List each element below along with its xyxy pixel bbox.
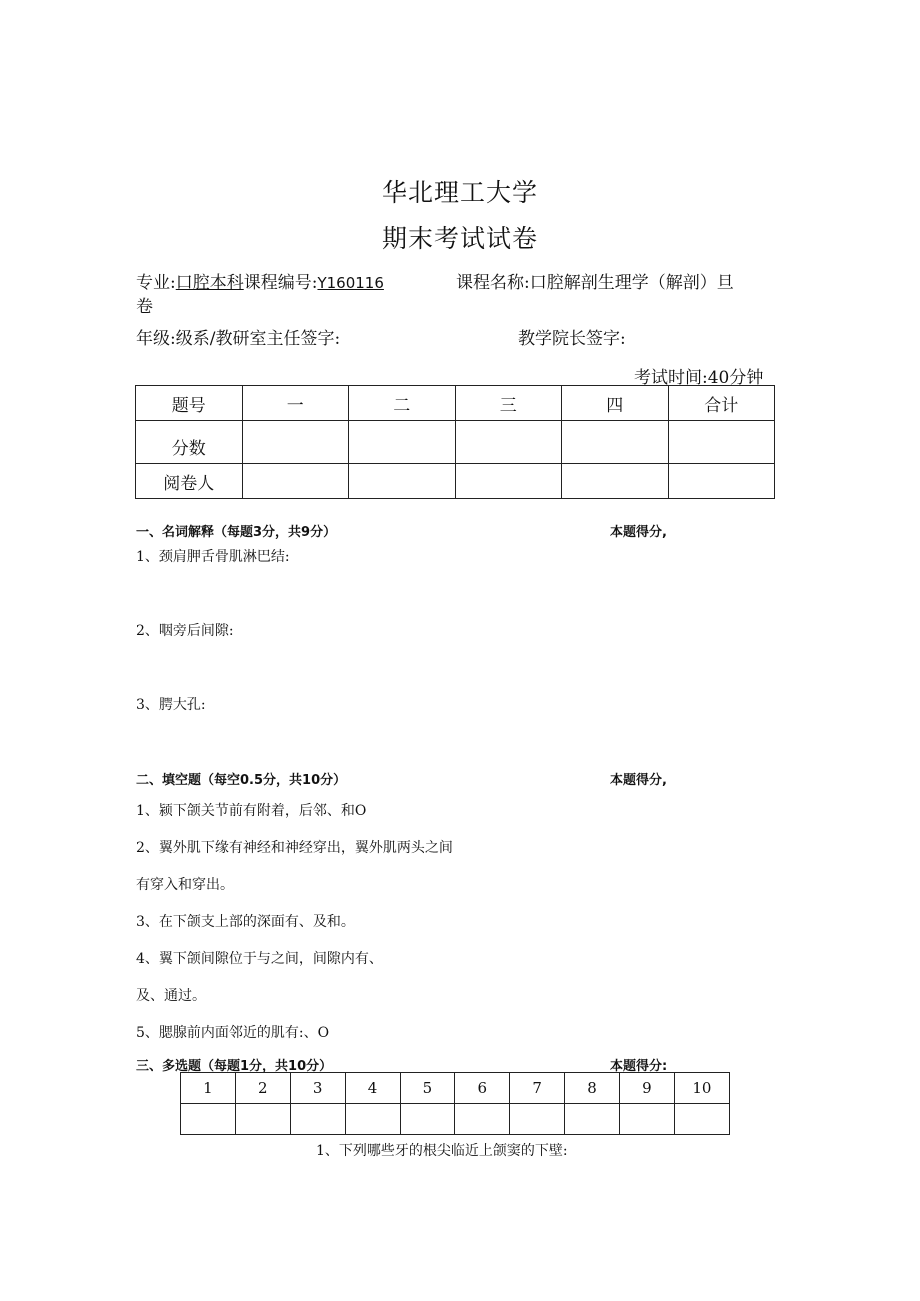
answer-cell[interactable] (674, 1104, 729, 1135)
answer-number: 10 (674, 1073, 729, 1104)
answer-number: 6 (455, 1073, 510, 1104)
answer-cell[interactable] (510, 1104, 565, 1135)
answer-row (181, 1104, 730, 1135)
row-label: 分数 (136, 421, 243, 464)
section2-line: 及、通过。 (136, 988, 206, 1004)
grader-cell[interactable] (349, 464, 456, 499)
section2-line: 3、在下颌支上部的深面有、及和。 (136, 914, 355, 930)
answer-cell[interactable] (235, 1104, 290, 1135)
answer-number: 7 (510, 1073, 565, 1104)
answer-number: 5 (400, 1073, 455, 1104)
section3-question: 1、下列哪些牙的根尖临近上颌窦的下壁: (316, 1143, 568, 1159)
score-cell[interactable] (455, 421, 562, 464)
exam-time: 考试时间:40分钟 (634, 368, 764, 388)
course-info-line (136, 268, 384, 293)
score-cell[interactable] (562, 421, 669, 464)
grader-cell[interactable] (668, 464, 775, 499)
column-header: 四 (562, 386, 669, 421)
section2-title: 二、填空题（每空0.5分，共10分） (136, 773, 347, 788)
row-label: 阅卷人 (136, 464, 243, 499)
course-name-value: 口腔解剖生理学（解剖）旦 (529, 273, 734, 293)
answer-cell[interactable] (400, 1104, 455, 1135)
major-value: 口腔本科 (175, 273, 244, 293)
answer-number-row (181, 1073, 730, 1104)
answer-number: 1 (181, 1073, 236, 1104)
answer-number: 4 (345, 1073, 400, 1104)
answer-number: 9 (620, 1073, 675, 1104)
section1-question: 2、咽旁后间隙: (136, 623, 234, 639)
course-code-label: 课程编号: (243, 273, 318, 293)
answer-number: 8 (565, 1073, 620, 1104)
score-cell[interactable] (242, 421, 349, 464)
table-row (136, 464, 775, 499)
answer-cell[interactable] (290, 1104, 345, 1135)
table-row (136, 421, 775, 464)
section1-question: 1、颈肩胛舌骨肌淋巴结: (136, 549, 290, 565)
column-header: 二 (349, 386, 456, 421)
score-cell[interactable] (349, 421, 456, 464)
course-name-wrap: 卷 (136, 297, 153, 317)
section2-line: 4、翼下颌间隙位于与之间，间隙内有、 (136, 951, 383, 967)
answer-cell[interactable] (565, 1104, 620, 1135)
course-name-label: 课程名称: (456, 273, 530, 293)
course-name (456, 268, 734, 293)
score-table-header (136, 386, 775, 421)
section2-line: 5、腮腺前内面邻近的肌有:、O (136, 1025, 330, 1041)
grader-cell[interactable] (455, 464, 562, 499)
section1-question: 3、腭大孔: (136, 697, 206, 713)
section2-line: 2、翼外肌下缘有神经和神经穿出，翼外肌两头之间 (136, 840, 453, 856)
column-header: 合计 (668, 386, 775, 421)
grade-signature-line: 年级:级系/教研室主任签字: (136, 329, 341, 349)
score-table (135, 385, 775, 499)
section1-title: 一、名词解释（每题3分，共9分） (136, 525, 337, 540)
section2-line: 1、颍下颌关节前有附着，后邻、和O (136, 803, 367, 819)
column-header: 题号 (136, 386, 243, 421)
section2-score-label: 本题得分, (610, 773, 667, 788)
section1-score-label: 本题得分, (610, 525, 667, 540)
exam-title: 期末考试试卷 (381, 224, 538, 253)
grader-cell[interactable] (242, 464, 349, 499)
major-label: 专业: (136, 273, 176, 293)
answer-cell[interactable] (345, 1104, 400, 1135)
dean-signature: 教学院长签字: (518, 329, 626, 349)
section3-score-label: 本题得分: (610, 1059, 668, 1074)
section2-line: 有穿入和穿出。 (136, 877, 234, 893)
score-cell[interactable] (668, 421, 775, 464)
column-header: 一 (242, 386, 349, 421)
answer-table (180, 1072, 730, 1135)
answer-cell[interactable] (620, 1104, 675, 1135)
university-name: 华北理工大学 (381, 178, 538, 207)
column-header: 三 (455, 386, 562, 421)
answer-number: 2 (235, 1073, 290, 1104)
grader-cell[interactable] (562, 464, 669, 499)
answer-number: 3 (290, 1073, 345, 1104)
answer-cell[interactable] (181, 1104, 236, 1135)
section3-title: 三、多选题（每题1分，共10分） (136, 1059, 333, 1074)
course-code-value: Y160116 (317, 274, 384, 292)
answer-cell[interactable] (455, 1104, 510, 1135)
